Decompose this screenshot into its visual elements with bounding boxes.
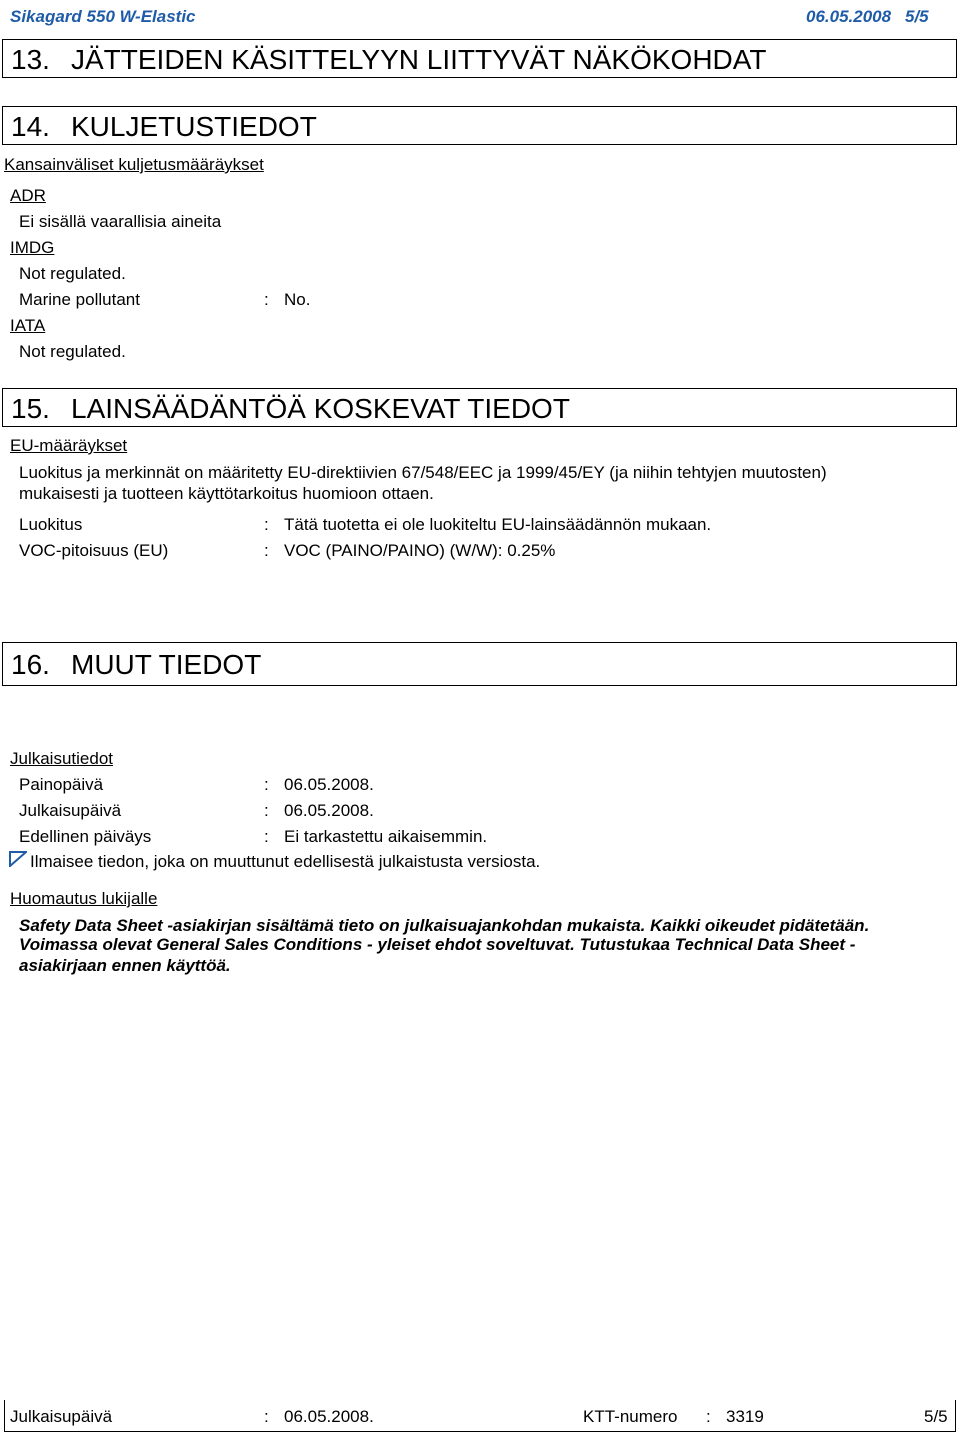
transport-regulations-heading: Kansainväliset kuljetusmääräykset bbox=[4, 155, 264, 174]
iata-heading: IATA bbox=[10, 316, 46, 335]
section-14-number: 14. bbox=[11, 111, 50, 142]
section-16-number: 16. bbox=[11, 649, 50, 680]
footer-ktt-label: KTT-numero bbox=[583, 1407, 678, 1426]
classification-colon: : bbox=[264, 515, 269, 534]
change-marker-note: Ilmaisee tiedon, joka on muuttunut edellisestä julkaistusta versiosta. bbox=[30, 852, 541, 871]
footer-publication-date-value: 06.05.2008. bbox=[284, 1407, 374, 1426]
footer-publication-date-colon: : bbox=[264, 1407, 269, 1426]
publication-date-value: 06.05.2008. bbox=[284, 801, 374, 820]
print-date-label: Painopäivä bbox=[19, 775, 104, 794]
header-page-number: 5/5 bbox=[905, 7, 929, 26]
publication-info-heading: Julkaisutiedot bbox=[10, 749, 114, 768]
marine-pollutant-value: No. bbox=[284, 290, 311, 309]
eu-paragraph-line-1: Luokitus ja merkinnät on määritetty EU-direktiivien 67/548/EEC ja 1999/45/EY (ja niihin tehtyjen muutosten) bbox=[19, 463, 827, 482]
voc-colon: : bbox=[264, 541, 269, 560]
footer-ktt-colon: : bbox=[706, 1407, 711, 1426]
imdg-text: Not regulated. bbox=[19, 264, 126, 283]
section-16-title: MUUT TIEDOT bbox=[71, 649, 262, 680]
section-13-number: 13. bbox=[11, 44, 50, 75]
adr-heading: ADR bbox=[10, 186, 46, 205]
marine-pollutant-label: Marine pollutant bbox=[19, 290, 140, 309]
footer-ktt-value: 3319 bbox=[726, 1407, 764, 1426]
adr-text: Ei sisällä vaarallisia aineita bbox=[19, 212, 222, 231]
publication-date-label: Julkaisupäivä bbox=[19, 801, 122, 820]
reader-notice-line-3: asiakirjaan ennen käyttöä. bbox=[19, 956, 231, 975]
section-13-title: JÄTTEIDEN KÄSITTELYYN LIITTYVÄT NÄKÖKOHDAT bbox=[71, 44, 767, 75]
header-date: 06.05.2008 bbox=[806, 7, 892, 26]
classification-value: Tätä tuotetta ei ole luokiteltu EU-lainsäädännön mukaan. bbox=[284, 515, 712, 534]
reader-notice-line-2: Voimassa olevat General Sales Conditions - yleiset ehdot soveltuvat. Tutustukaa Technical Data Sheet - bbox=[19, 935, 856, 954]
section-15-heading bbox=[2, 388, 957, 427]
eu-regulations-heading: EU-määräykset bbox=[10, 436, 128, 455]
classification-label: Luokitus bbox=[19, 515, 83, 534]
reader-notice-line-1: Safety Data Sheet -asiakirjan sisältämä tieto on julkaisuajankohdan mukaista. Kaikki oikeudet pidätetään. bbox=[19, 916, 870, 935]
previous-date-colon: : bbox=[264, 827, 269, 846]
eu-paragraph-line-2: mukaisesti ja tuotteen käyttötarkoitus huomioon ottaen. bbox=[19, 484, 434, 503]
publication-date-colon: : bbox=[264, 801, 269, 820]
previous-date-value: Ei tarkastettu aikaisemmin. bbox=[284, 827, 488, 846]
previous-date-label: Edellinen päiväys bbox=[19, 827, 152, 846]
footer-page-number: 5/5 bbox=[924, 1407, 948, 1426]
imdg-heading: IMDG bbox=[10, 238, 55, 257]
print-date-colon: : bbox=[264, 775, 269, 794]
footer-publication-date-label: Julkaisupäivä bbox=[10, 1407, 113, 1426]
section-15-title: LAINSÄÄDÄNTÖÄ KOSKEVAT TIEDOT bbox=[71, 393, 570, 424]
marine-pollutant-colon: : bbox=[264, 290, 269, 309]
section-14-title: KULJETUSTIEDOT bbox=[71, 111, 317, 142]
iata-text: Not regulated. bbox=[19, 342, 126, 361]
change-marker-icon bbox=[9, 851, 27, 867]
reader-notice-heading: Huomautus lukijalle bbox=[10, 889, 158, 908]
section-15-number: 15. bbox=[11, 393, 50, 424]
print-date-value: 06.05.2008. bbox=[284, 775, 374, 794]
voc-label: VOC-pitoisuus (EU) bbox=[19, 541, 169, 560]
footer-frame bbox=[4, 1400, 956, 1432]
section-16-heading bbox=[2, 642, 957, 686]
header-product-name: Sikagard 550 W-Elastic bbox=[10, 7, 196, 26]
voc-value: VOC (PAINO/PAINO) (W/W): 0.25% bbox=[284, 541, 556, 560]
section-13-heading bbox=[2, 39, 957, 78]
section-14-heading bbox=[2, 106, 957, 145]
